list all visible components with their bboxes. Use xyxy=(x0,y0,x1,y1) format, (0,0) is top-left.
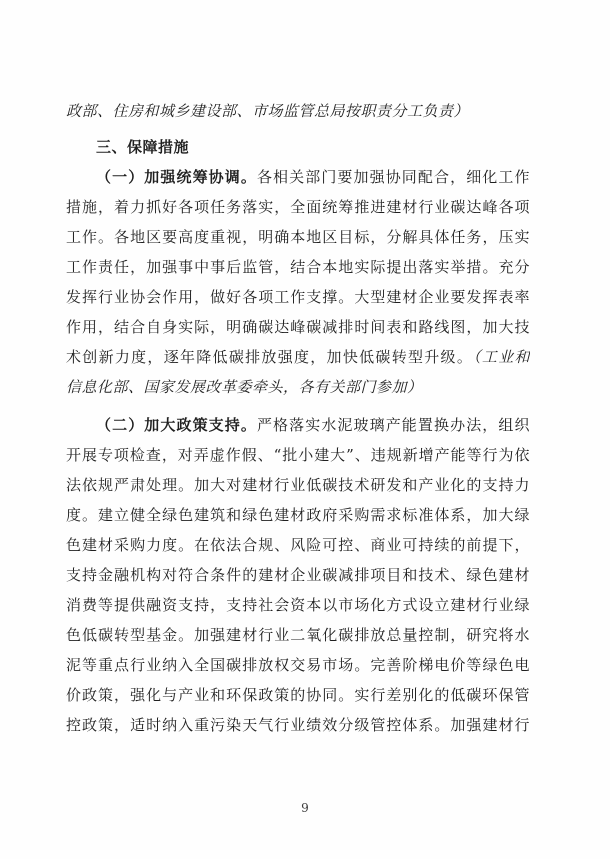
text-line xyxy=(66,470,530,500)
text-run-song: 术创新力度，逐年降低碳排放强度，加快低碳转型升级。 xyxy=(66,348,474,366)
text-line xyxy=(66,680,530,710)
text-line xyxy=(66,440,530,470)
text-line xyxy=(66,372,530,402)
text-run-song: 支持金融机构对符合条件的建材企业碳减排项目和技术、绿色建材 xyxy=(66,566,530,584)
text-line xyxy=(66,96,530,126)
text-line xyxy=(66,222,530,252)
text-run-song: 控政策，适时纳入重污染天气行业绩效分级管控体系。加强建材行 xyxy=(66,716,530,734)
text-line xyxy=(66,500,530,530)
text-run-song: 开展专项检查，对弄虚作假、“批小建大”、违规新增产能等行为依 xyxy=(66,446,530,464)
text-line xyxy=(66,342,530,372)
text-run-song: 工作责任，加强事中事后监管，结合本地实际提出落实举措。充分 xyxy=(66,258,530,276)
text-line xyxy=(66,192,530,222)
text-run-song: 严格落实水泥玻璃产能置换办法，组织 xyxy=(256,416,530,434)
text-run-song: 发挥行业协会作用，做好各项工作支撑。大型建材企业要发挥表率 xyxy=(66,288,530,306)
text-line xyxy=(66,162,530,192)
text-line xyxy=(66,530,530,560)
text-run-song: 作用，结合自身实际，明确碳达峰碳减排时间表和路线图，加大技 xyxy=(66,318,530,336)
text-line xyxy=(66,590,530,620)
text-line xyxy=(66,410,530,440)
text-run-song: 泥等重点行业纳入全国碳排放权交易市场。完善阶梯电价等绿色电 xyxy=(66,656,530,674)
text-run-song: 消费等提供融资支持，支持社会资本以市场化方式设立建材行业绿 xyxy=(66,596,530,614)
text-line xyxy=(66,132,530,162)
text-run-kai: 信息化部、国家发展改革委牵头，各有关部门参加） xyxy=(66,378,423,396)
text-run-hei: （二）加大政策支持。 xyxy=(96,416,257,434)
text-run-song: 措施，着力抓好各项任务落实，全面统筹推进建材行业碳达峰各项 xyxy=(66,198,530,216)
text-run-song: 法依规严肃处理。加大对建材行业低碳技术研发和产业化的支持力 xyxy=(66,476,530,494)
text-run-song: 色低碳转型基金。加强建材行业二氧化碳排放总量控制，研究将水 xyxy=(66,626,530,644)
text-run-song: 工作。各地区要高度重视，明确本地区目标，分解具体任务，压实 xyxy=(66,228,530,246)
text-run-song: 度。建立健全绿色建筑和绿色建材政府采购需求标准体系，加大绿 xyxy=(66,506,530,524)
text-run-kai: （工业和 xyxy=(473,348,530,366)
text-line xyxy=(66,710,530,740)
text-line xyxy=(66,620,530,650)
document-body xyxy=(66,96,530,740)
text-run-hei: （一）加强统筹协调。 xyxy=(96,168,257,186)
page-number: 9 xyxy=(301,801,309,815)
text-run-song: 色建材采购力度。在依法合规、风险可控、商业可持续的前提下， xyxy=(66,536,530,554)
text-line xyxy=(66,312,530,342)
text-line xyxy=(66,560,530,590)
text-run-hei: 三、保障措施 xyxy=(96,138,190,156)
text-line xyxy=(66,650,530,680)
text-run-song: 价政策，强化与产业和环保政策的协同。实行差别化的低碳环保管 xyxy=(66,686,530,704)
text-run-kai: 政部、住房和城乡建设部、市场监管总局按职责分工负责） xyxy=(66,102,470,120)
text-line xyxy=(66,282,530,312)
text-run-song: 各相关部门要加强协同配合，细化工作 xyxy=(256,168,530,186)
text-line xyxy=(66,252,530,282)
